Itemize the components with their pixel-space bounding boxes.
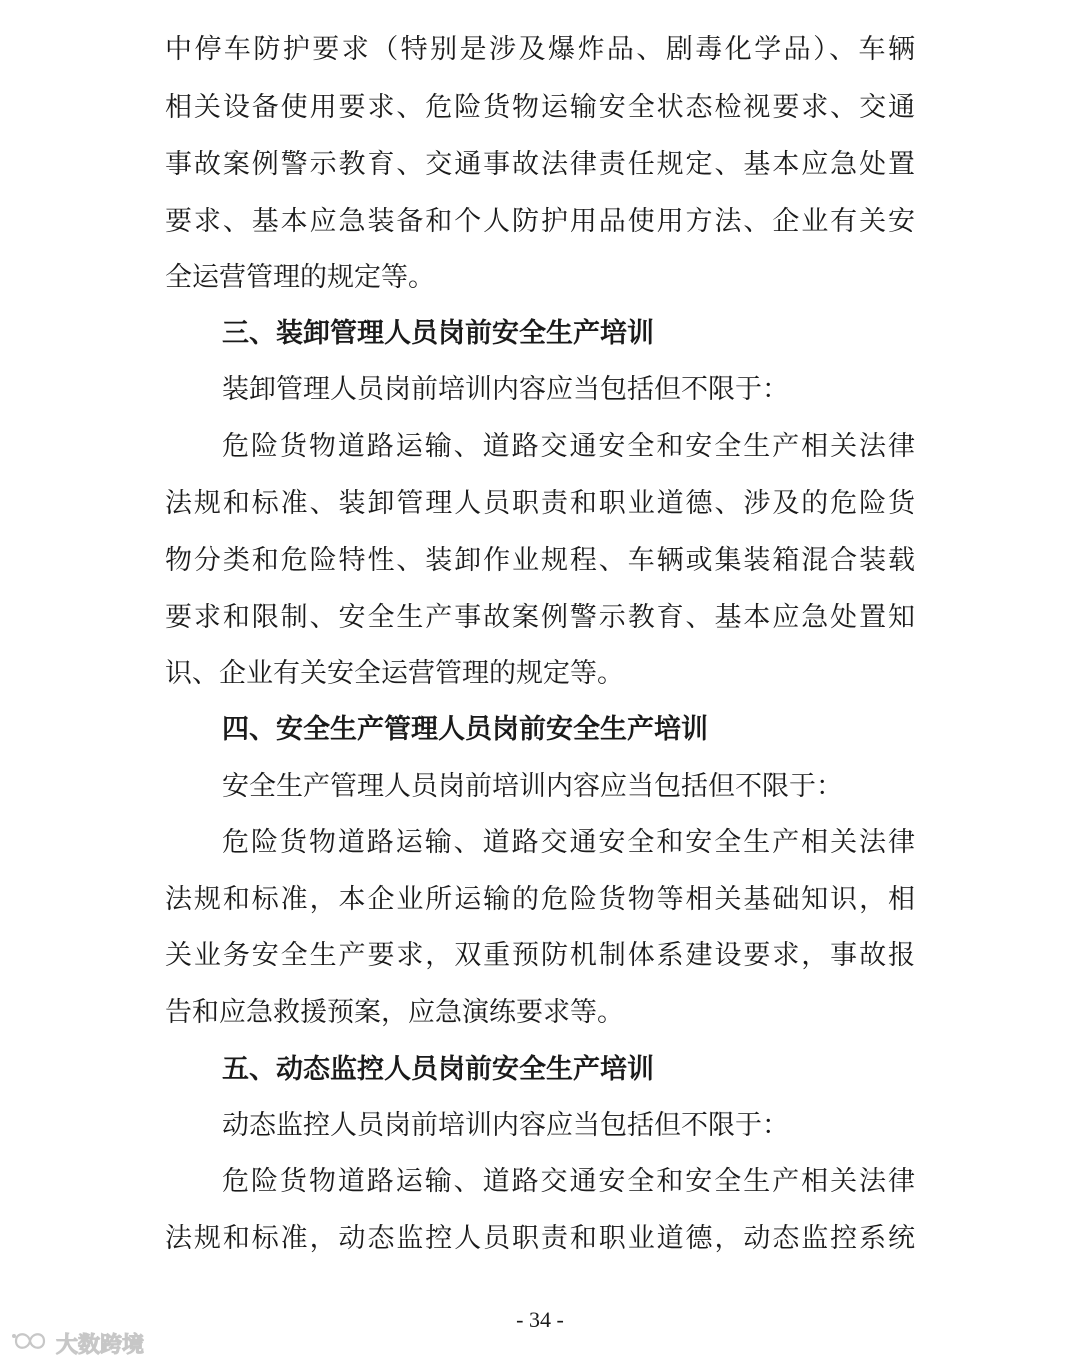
paragraph-line: 要求、基本应急装备和个人防护用品使用方法、企业有关安 — [165, 206, 915, 237]
section-heading-5: 五、动态监控人员岗前安全生产培训 — [222, 1054, 654, 1085]
paragraph-line: 全运营管理的规定等。 — [165, 262, 435, 293]
paragraph-line: 物分类和危险特性、装卸作业规程、车辆或集装箱混合装载 — [165, 545, 915, 576]
section-intro-3: 装卸管理人员岗前培训内容应当包括但不限于： — [222, 374, 789, 405]
loop-logo-icon — [8, 1328, 52, 1358]
paragraph-line: 法规和标准、装卸管理人员职责和职业道德、涉及的危险货 — [165, 488, 915, 519]
section-heading-3: 三、装卸管理人员岗前安全生产培训 — [222, 318, 654, 349]
paragraph-line: 法规和标准，动态监控人员职责和职业道德，动态监控系统 — [165, 1223, 915, 1254]
paragraph-line: 危险货物道路运输、道路交通安全和安全生产相关法律 — [222, 827, 915, 858]
paragraph-line: 危险货物道路运输、道路交通安全和安全生产相关法律 — [222, 1166, 915, 1197]
page-number: - 34 - — [516, 1307, 564, 1332]
paragraph-line: 事故案例警示教育、交通事故法律责任规定、基本应急处置 — [165, 149, 915, 180]
section-heading-4: 四、安全生产管理人员岗前安全生产培训 — [222, 714, 708, 745]
paragraph-line: 识、企业有关安全运营管理的规定等。 — [165, 658, 624, 689]
section-intro-5: 动态监控人员岗前培训内容应当包括但不限于： — [222, 1110, 789, 1141]
watermark-text: 大数跨境 — [56, 1332, 145, 1358]
paragraph-line: 法规和标准，本企业所运输的危险货物等相关基础知识，相 — [165, 884, 915, 915]
paragraph-line: 关业务安全生产要求，双重预防机制体系建设要求，事故报 — [165, 940, 915, 971]
section-intro-4: 安全生产管理人员岗前培训内容应当包括但不限于： — [222, 771, 843, 802]
paragraph-line: 相关设备使用要求、危险货物运输安全状态检视要求、交通 — [165, 92, 915, 123]
paragraph-line: 要求和限制、安全生产事故案例警示教育、基本应急处置知 — [165, 602, 915, 633]
paragraph-line: 危险货物道路运输、道路交通安全和安全生产相关法律 — [222, 431, 915, 462]
watermark — [8, 1328, 144, 1358]
paragraph-line: 中停车防护要求（特别是涉及爆炸品、剧毒化学品）、车辆 — [165, 34, 915, 65]
paragraph-line: 告和应急救援预案，应急演练要求等。 — [165, 997, 624, 1028]
